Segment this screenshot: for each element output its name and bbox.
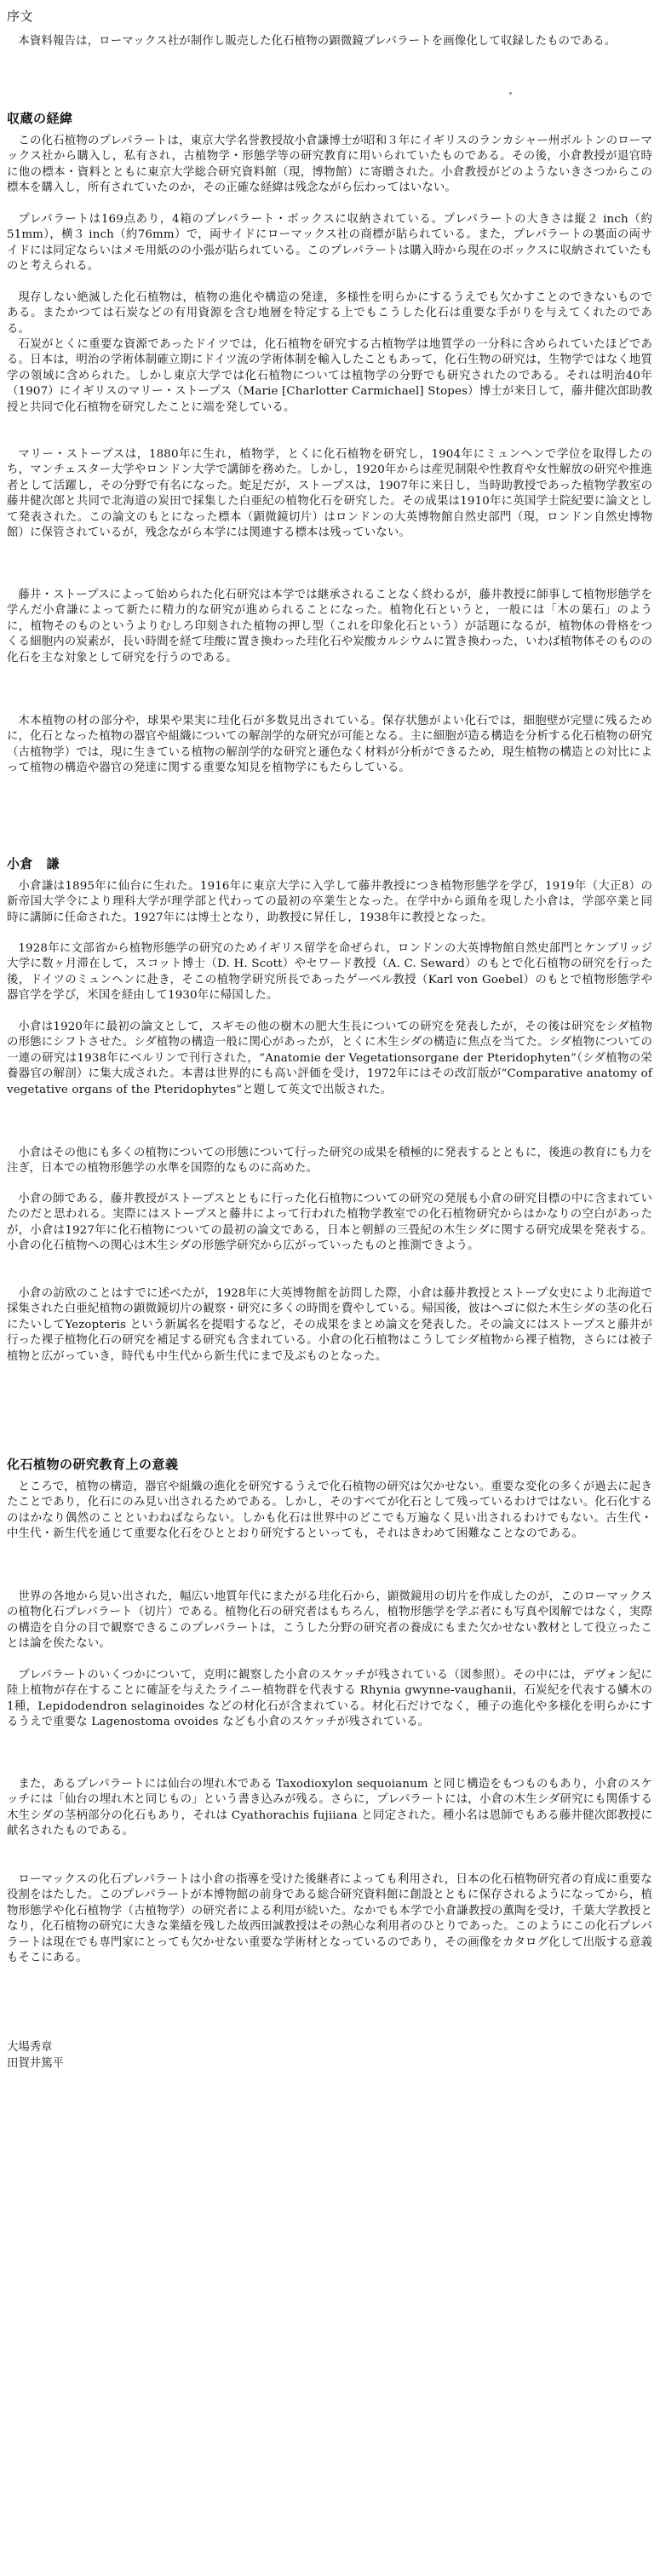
- ogura-paragraph: 小倉は1920年に最初の論文として，スギモの他の樹木の肥大生長についての研究を発表したが，その後は研究をシダ植物の形態にシフトさせた。シダ植物の構造一般に関心があったが，とくに木生シダの構造に焦点を当てた。シダ植物についての一連の研究は1938年にベルリンで刊行された，“Anatomie der Vegetationsorgane der Pteridophyten”（シダ植物の栄養器官の解剖）に集大成された。本書は世界的にも高い評価を受け，1972年にはその改訂版が“Comparative anatomy of vegetative organs of the Pteridophytes”と題して英文で出版された。: [7, 1021, 652, 1096]
- collection-history-paragraph: 石炭がとくに重要な資源であったドイツでは，化石植物を研究する古植物学は地質学の一分科に含められていたほどである。日本は，明治の学術体制確立期にドイツ流の学術体制を輸入したこともあって，化石生物の研究は，生物学ではなく地質学の領域に含められた。しかし東京大学では化石植物については植物学の分野でも研究されたのである。それは明治40年（1907）にイギリスのマリー・ストープス（Marie [Charlotter Carmichael] Stopes）博士が来日して，藤井健次郎助教授と共同で化石植物を研究したことに端を発している。: [7, 338, 652, 414]
- collection-history-paragraph: プレパラートは169点あり，4箱のプレパラート・ボックスに収納されている。プレパラートの大きさは縦２ inch（約51mm），横３ inch（約76mm）で，両サイドにローマックス社の商標が貼られている。また，プレパラートの裏面の両サイドには同定ならいはメモ用紙のの小張が貼られている。このプレパラートは購入時から現在のボックスに収納されていたものと考えられる。: [7, 213, 652, 273]
- author-signature: 大場秀章: [7, 2041, 53, 2054]
- significance-paragraph: 世界の各地から見い出された，幅広い地質年代にまたがる珪化石から，顕微鏡用の切片を作成したのが，このローマックスの植物化石プレパラート（切片）である。植物化石の研究者はもちろん，植物形態学を学ぶ者にも写真や図解ではなく，実際の構造を自分の目で観察できるこのプレパラートは，こうした分野の研究者の養成にもまた欠かせない教材として役立ったことは論を俟たない。: [7, 1590, 652, 1651]
- section-heading-ogura: 小倉 謙: [7, 856, 60, 871]
- collection-history-paragraph: マリー・ストープスは，1880年に生れ，植物学，とくに化石植物を研究し，1904年にミュンヘンで学位を取得したのち，マンチェスター大学やロンドン大学で講師を務めた。しかし，1920年からは産児制限や性教育や女性解放の研究や推進者として活躍し，その分野で有名になった。蛇足だが，ストープスは，1907年に来日し，当時助教授であった植物学教室の藤井健次郎と共同で北海道の炭田で採集した白亜紀の植物化石を研究した。その成果は1910年に英国学士院紀要に論文として発表された。この論文のもとになった標本（顕微鏡切片）はロンドンの大英博物館自然史部門（現，ロンドン自然史博物館）に保管されているが，残念ながら本学には関連する標本は残っていない。: [7, 448, 652, 540]
- collection-history-paragraph: 藤井・ストープスによって始められた化石研究は本学では継承されることなく終わるが，藤井教授に師事して植物形態学を学んだ小倉謙によって新たに精力的な研究が進められることになった。植物化石というと，一般には「木の葉石」のように，植物そのものというよりむしろ印刻された植物の押し型（これを印象化石という）が話題になるが，植物体の骨格をつくる細胞内の炭素が，長い時間を経て珪酸に置き換わった珪化石や炭酸カルシウムに置き換わった，いわば植物体そのものの化石を主な対象として研究を行うのである。: [7, 589, 652, 664]
- collection-history-paragraph: この化石植物のプレパラートは，東京大学名誉教授故小倉謙博士が昭和３年にイギリスのランカシャー州ボルトンのローマックス社から購入し，私有され，古植物学・形態学等の研究教育に用いられていたものである。その後，小倉教授が退官時に他の標本・資料とともに東京大学総合研究資料館（現，博物館）に寄贈された。小倉教授がどのようないきさつからこの標本を購入し，所有されていたのか，その正確な経緯は残念ながら伝わってはいない。: [7, 135, 652, 195]
- collection-history-paragraph: 木本植物の材の部分や，球果や果実に珪化石が多数見出されている。保存状態がよい化石では，細胞壁が完璧に残るために，化石となった植物の器官や組織についての解剖学的な研究が可能となる。主に細胞が造る構造を分析する化石植物の研究（古植物学）では，現に生きている植物の解剖学的な研究と遜色なく材料が分析ができるため，現生植物の構造との対比によって植物の構造や器官の発達に関する重要な知見を植物学にもたらしている。: [7, 715, 653, 775]
- author-signature: 田賀井篤平: [7, 2057, 64, 2070]
- scan-speck: [509, 92, 512, 95]
- collection-history-paragraph: 現存しない絶滅した化石植物は，植物の進化や構造の発達，多様性を明らかにするうえでも欠かすことのできないものである。またかつては石炭などの有用資源を含む地層を特定する上でもこうした化石は重要な手がりを与えてくれたのである。: [7, 291, 652, 336]
- significance-paragraph: また，あるプレパラートには仙台の埋れ木である Taxodioxylon sequoianum と同じ構造をもつものもあり，小倉のスケッチには「仙台の埋れ木と同じもの」という書き込みが残る。さらに，プレパラートには，小倉の木生シダ研究にも関係する木生シダの茎柄部分の化石もあり，それは Cyathorachis fujiiana と同定された。種小名は恩師でもある藤井健次郎教授に献名されたものである。: [7, 1778, 652, 1838]
- significance-paragraph: プレパラートのいくつかについて，克明に観察した小倉のスケッチが残されている（図参照）。その中には，デヴォン紀に陸上植物が存在することに確証を与えたライニー植物群を代表する Rhynia gwynne-vaughanii，石炭紀を代表する鱗木の1種，Lepidodendron selaginoides などの材化石が含まれている。材化石だけでなく，種子の進化や多様化を明らかにするうえで重要な Lagenostoma ovoides なども小倉のスケッチが残されている。: [7, 1669, 652, 1729]
- ogura-paragraph: 1928年に文部省から植物形態学の研究のためイギリス留学を命ぜられ，ロンドンの大英博物館自然史部門とケンブリッジ大学に数ヶ月滞在して，スコット博士（D. H. Scott）やセワード教授（A. C. Seward）のもとで化石植物の研究を行った後，ドイツのミュンヘンに赴き，そこの植物学研究所長であったゲーベル教授（Karl von Goebel）のもとで植物形態学や器官学を学び，米国を経由して1930年に帰国した。: [7, 942, 652, 1003]
- ogura-paragraph: 小倉の訪欧のことはすでに述べたが，1928年に大英博物館を訪問した際，小倉は藤井教授とストープ女史により北海道で採集された白亜紀植物の顕微鏡切片の観察・研究に多くの時間を費やしている。帰国後，彼はヘゴに似た木生シダの茎の化石にたいしてYezopteris という新属名を提唱するなど，その成果をまとめ論文を発表した。その論文にはストープスと藤井が行った裸子植物化石の研究を補足する研究も含まれている。小倉の化石植物はこうしてシダ植物から裸子植物，さらには被子植物と広がっていき，時代も中生代から新生代にまで及ぶものとなった。: [7, 1287, 652, 1363]
- ogura-paragraph: 小倉謙は1895年に仙台に生れた。1916年に東京大学に入学して藤井教授につき植物形態学を学び，1919年（大正8）の新帝国大学令により理科大学が理学部と代わっての最初の卒業生となった。在学中から頭角を現した小倉は，学部卒業と同時に講師に任命された。1927年には博士となり，助教授に昇任し，1938年に教授となった。: [7, 880, 652, 924]
- significance-paragraph: ローマックスの化石プレパラートは小倉の指導を受けた後継者によっても利用され，日本の化石植物研究者の育成に重要な役割をはたした。このプレパラートが本博物館の前身である総合研究資料館に創設とともに保存されるようになってから，植物形態学や化石植物学（古植物学）の研究者による利用が続いた。なかでも本学で小倉謙教授の薫陶を受け，千葉大学教授となり，化石植物の研究に大きな業績を残した故西田誠教授はその熱心な利用者のひとりであった。このようにこの化石プレパラートは現在でも専門家にとっても欠かせない重要な学術材となっているのであり，その画像をカタログ化して出版する意義もそこにある。: [7, 1873, 653, 1965]
- ogura-paragraph: 小倉の師である，藤井教授がストープスとともに行った化石植物についての研究の発展も小倉の研究目標の中に含まれていたのだと思われる。実際にはストープスと藤井によって行われた植物学教室での化石植物研究からはかなりの空白があったが，小倉は1927年に化石植物についての最初の論文である，日本と朝鮮の三畳紀の木生シダに関する研究成果を発表する。小倉の化石植物への関心は木生シダの形態学研究から広がっていったものと推測できよう。: [7, 1193, 652, 1253]
- preface-title: 序文: [7, 9, 34, 24]
- ogura-paragraph: 小倉はその他にも多くの植物についての形態について行った研究の成果を積極的に発表するとともに，後進の教育にも力を注ぎ，日本での植物形態学の水準を国際的なものに高めた。: [7, 1147, 652, 1176]
- significance-paragraph: ところで，植物の構造，器官や組織の進化を研究するうえで化石植物の研究は欠かせない。重要な変化の多くが過去に起きたことであり，化石にのみ見い出されるためである。しかし，そのすべてが化石として残っているわけではない。化石化するのはかなり偶然のことといわねばならない。しかも化石は世界中のどこでも万遍なく見い出されるわけでもない。古生代・中生代・新生代を通じて重要な化石をひととおり研究するといっても，それはきわめて困難なことなのである。: [7, 1481, 653, 1541]
- preface-intro: 本資料報告は，ローマックス社が制作し販売した化石植物の顕微鏡プレパラートを画像化して収録したものである。: [18, 35, 617, 48]
- section-heading-significance: 化石植物の研究教育上の意義: [7, 1457, 179, 1472]
- section-heading-collection-history: 収蔵の経緯: [7, 111, 73, 126]
